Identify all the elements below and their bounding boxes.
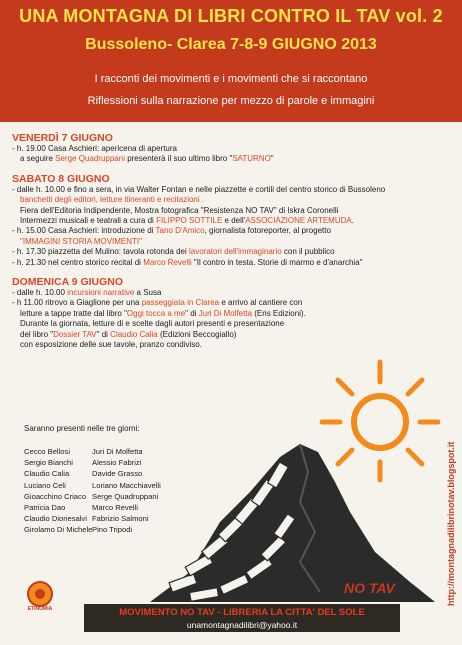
guest-name: Claudio Calia [24, 469, 70, 479]
highlight: Claudio Calia [110, 329, 158, 339]
program-line [12, 309, 442, 319]
text: del libro " [20, 329, 54, 339]
text: a Susa [134, 288, 162, 298]
text: con il pubblico [281, 247, 335, 257]
program [12, 132, 442, 351]
text: - h. 21.30 nel centro storico recital di [12, 257, 144, 267]
footer-banner [84, 604, 400, 632]
mountain-of-books-illustration [150, 352, 440, 604]
text: - dalle h. 10.00 [12, 288, 68, 298]
program-line [12, 154, 442, 164]
text: - h. 15.00 Casa Aschieri: introduzione di [12, 226, 156, 236]
sun-icon [322, 362, 438, 480]
highlight: passeggiata in Clarea [141, 298, 220, 308]
program-line: - dalle h. 10.00 e fino a sera, in via Walter Fontan e nelle piazzette e cortili del centro storico di Bussoleno [12, 184, 386, 194]
text: e dell' [222, 216, 246, 226]
guest-name: Cecco Bellosi [24, 447, 71, 456]
subtitle-1: I racconti dei movimenti e i movimenti che si raccontano [94, 73, 368, 85]
highlight: Tano D'Amico [155, 226, 205, 236]
text: - h 11.00 ritrovo a Giaglione per una [12, 298, 142, 308]
highlight: Serge Quadruppani [55, 154, 125, 164]
text: Intermezzi musicali e teatrali a cura di [20, 216, 157, 226]
logo-text: ETINOMIA [27, 606, 53, 612]
guest-name: Davide Grasso [92, 469, 143, 479]
program-line: "IMMAGINI STORIA MOVIMENTI" [20, 236, 142, 246]
highlight: Marco Revelli [143, 257, 192, 267]
guests-column-1 [24, 446, 92, 536]
highlight: incursioni narrative [67, 288, 135, 298]
highlight: FILIPPO SOTTILE [156, 216, 223, 226]
program-line: Durante la giornata, letture di e scelte dagli autori presenti e presentazione [20, 319, 285, 329]
guests-title: Saranno presenti nelle tre giorni: [24, 424, 140, 433]
text: presenterà il suo ultimo libro " [124, 154, 233, 164]
guest-name: Alessio Fabrizi [92, 458, 142, 468]
highlight: Oggi tocca a me [126, 308, 186, 318]
program-line [12, 216, 442, 226]
blog-url-text[interactable]: http://montagnadilibrinotav.blogspot.it [446, 441, 456, 606]
program-line [12, 258, 442, 268]
guest-name: Fabrizio Salmoni [92, 514, 149, 524]
footer-email[interactable]: unamontagnadilibri@yahoo.it [186, 620, 298, 630]
highlight: Dossier TAV [53, 329, 97, 339]
guest-name: Girolamo Di Michele [24, 525, 93, 535]
program-line: Fiera dell'Editoria Indipendente, Mostra fotografica "Resistenza NO TAV" di Iskra Coronelli [20, 205, 339, 215]
program-line [12, 247, 442, 257]
guest-name: Claudio Dionesalvi [24, 514, 87, 524]
program-line [12, 288, 442, 298]
guest-name: Pino Tripodi [92, 525, 133, 535]
day-title-saturday: SABATO 8 GIUGNO [12, 172, 110, 185]
header-banner [0, 0, 462, 122]
guest-name: Gioacchino Criaco [24, 491, 87, 501]
event-dates: Bussoleno- Clarea 7-8-9 GIUGNO 2013 [85, 36, 377, 53]
guest-name: Serge Quadruppani [92, 491, 159, 501]
highlight: lavoratori dell'immaginario [189, 247, 282, 257]
text: , giornalista fotoreporter, al progetto [204, 226, 331, 236]
text: (Eris Edizioni). [252, 308, 306, 318]
guest-name: Juri Di Molfetta [92, 447, 143, 456]
program-line [12, 226, 442, 236]
program-line: banchetti degli editori, letture itineranti e recitazioni . [20, 195, 205, 205]
text: (Edizioni Beccogiallo) [157, 329, 237, 339]
etinomia-logo [10, 580, 70, 624]
program-line: con esposizione delle sue tavole, pranzo condiviso. [20, 340, 202, 350]
day-title-friday: VENERDÌ 7 GIUGNO [12, 132, 113, 144]
day-title-sunday: DOMENICA 9 GIUGNO [12, 276, 124, 289]
guest-name: Loriano Macchiavelli [92, 480, 161, 490]
notav-logo: NO TAV [344, 580, 395, 596]
text: " [270, 154, 274, 164]
blog-url[interactable] [434, 396, 456, 606]
text: letture a tappe tratte dal libro " [20, 308, 127, 318]
guest-name: Sergio Bianchi [24, 458, 73, 468]
guest-name: Luciano Celi [24, 480, 66, 490]
guest-name: Marco Revelli [92, 503, 138, 513]
highlight: ASSOCIAZIONE ARTEMUDA [245, 216, 352, 226]
text: e arrivo al cantiere con [219, 298, 303, 308]
poster-title: UNA MONTAGNA DI LIBRI CONTRO IL TAV vol. 2 [19, 6, 443, 26]
highlight: Juri Di Molfetta [198, 308, 253, 318]
program-line [12, 298, 442, 308]
text: " di [96, 329, 111, 339]
program-line [12, 330, 442, 340]
text: - h. 17.30 piazzetta del Mulino: tavola rotonda dei [12, 247, 189, 257]
program-line: - h. 19.00 Casa Aschieri: apericena di apertura [12, 144, 177, 153]
text: . [351, 216, 354, 226]
guest-name: Patricia Dao [24, 503, 66, 513]
text: "Il contro in testa. Storie di marmo e d'anarchia" [191, 257, 363, 267]
text: a seguire [20, 154, 56, 164]
text: " di [185, 308, 199, 318]
footer-organizers: MOVIMENTO NO TAV - LIBRERIA LA CITTA' DEL SOLE [119, 607, 365, 618]
subtitle-2: Riflessioni sulla narrazione per mezzo di parole e immagini [87, 95, 375, 107]
highlight: SATURNO [232, 154, 271, 164]
